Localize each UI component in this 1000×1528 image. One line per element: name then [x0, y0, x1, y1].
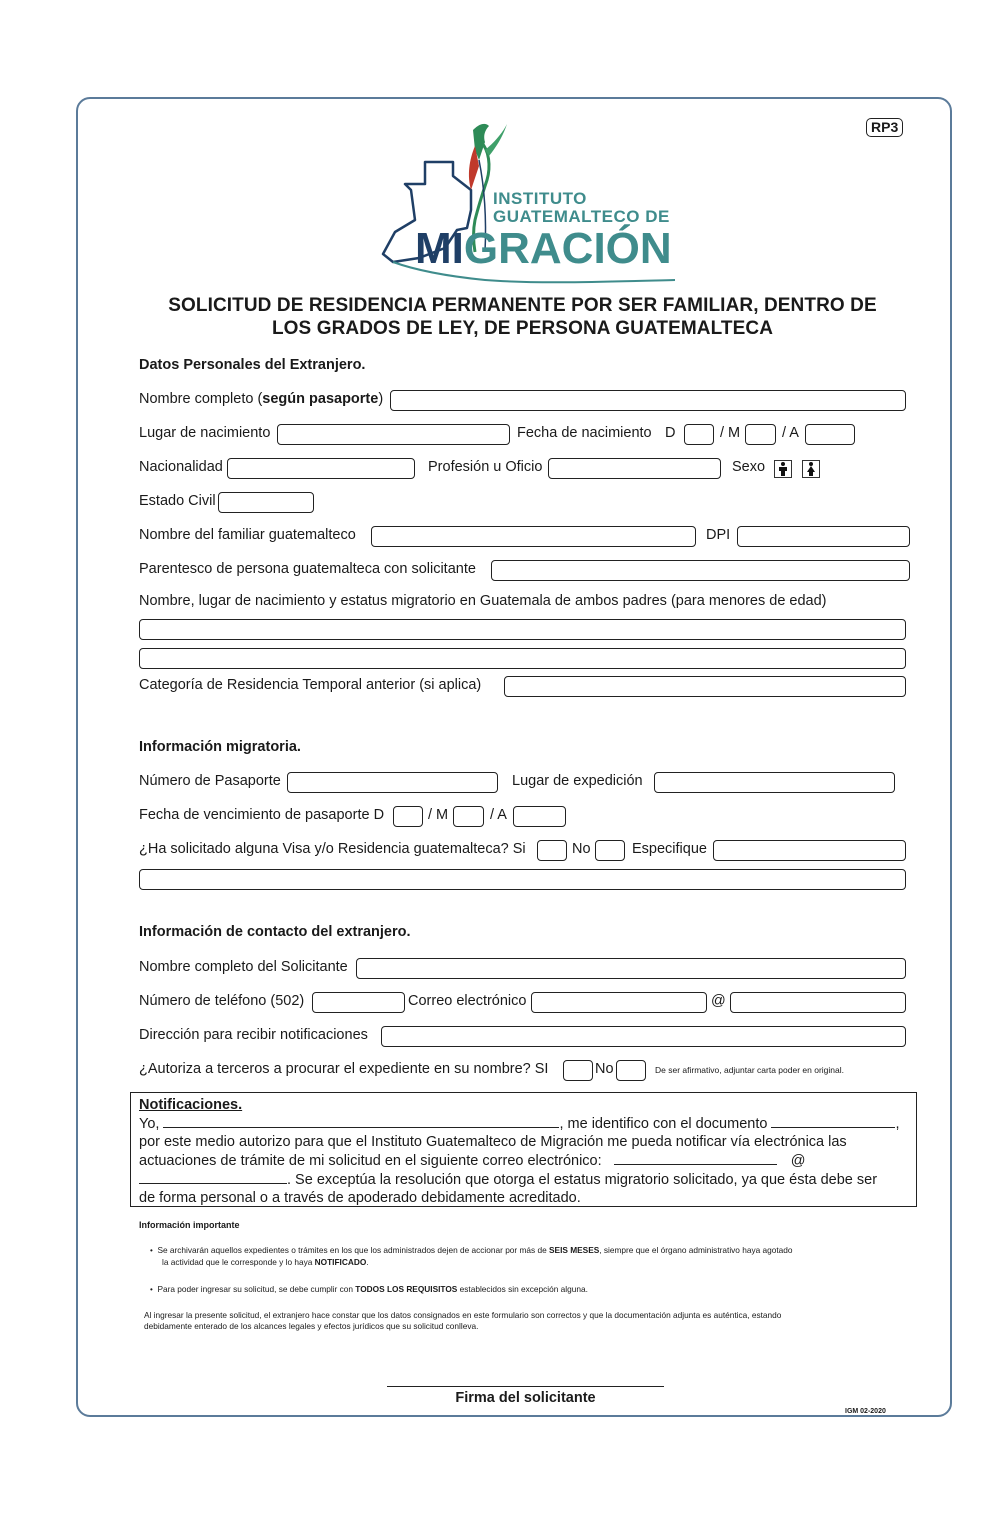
notif-email-domain-blank[interactable]: [139, 1170, 287, 1184]
logo-text-instituto: INSTITUTO: [493, 189, 587, 208]
notif-document-blank[interactable]: [771, 1114, 895, 1128]
birthplace-label: Lugar de nacimiento: [139, 425, 271, 441]
female-icon[interactable]: [802, 460, 820, 478]
phone-field[interactable]: [312, 992, 405, 1013]
profession-field[interactable]: [548, 458, 721, 479]
prev-category-field[interactable]: [504, 676, 906, 697]
specify-label: Especifique: [632, 841, 707, 857]
notifications-content: [139, 1096, 909, 1207]
birthdate-year-label: / A: [782, 425, 799, 441]
visa-yes-checkbox[interactable]: [537, 840, 567, 861]
birthdate-month-label: / M: [720, 425, 741, 441]
important-bullet-2: • Para poder ingresar su solicitud, se debe cumplir con TODOS LOS REQUISITOS establecidos sin excepción alguna.: [150, 1284, 588, 1294]
profession-label: Profesión u Oficio: [428, 459, 543, 475]
important-info-heading: Información importante: [139, 1220, 240, 1230]
birthdate-day-label: D: [665, 425, 676, 441]
passport-number-field[interactable]: [287, 772, 498, 793]
full-name-field[interactable]: [390, 390, 906, 411]
applicant-name-field[interactable]: [356, 958, 906, 979]
birthdate-label: Fecha de nacimiento: [517, 425, 652, 441]
notifications-line-4: . Se exceptúa la resolución que otorga el estatus migratorio solicitado, ya que ésta debe ser: [139, 1170, 909, 1189]
logo-text-migracion: [415, 224, 672, 274]
form-title-line1: SOLICITUD DE RESIDENCIA PERMANENTE POR SER FAMILIAR, DENTRO DE: [168, 295, 877, 316]
form-title: [130, 294, 915, 340]
email-at-sign: @: [711, 993, 726, 1009]
parents-field-2[interactable]: [139, 648, 906, 669]
issue-place-field[interactable]: [654, 772, 895, 793]
notifications-heading: Notificaciones.: [139, 1097, 243, 1113]
kinship-label: Parentesco de persona guatemalteca con solicitante: [139, 561, 476, 577]
address-field[interactable]: [381, 1026, 906, 1047]
notifications-line-5: de forma personal o a través de apoderado debidamente acreditado.: [139, 1190, 581, 1206]
prev-category-label: Categoría de Residencia Temporal anterior (si aplica): [139, 677, 482, 693]
notif-email-user-blank[interactable]: [614, 1151, 777, 1165]
dpi-field[interactable]: [737, 526, 910, 547]
sex-label: Sexo: [732, 459, 766, 475]
visa-question-label: ¿Ha solicitado alguna Visa y/o Residencia guatemalteca? Si: [139, 841, 526, 857]
expiry-year-field[interactable]: [513, 806, 566, 827]
section-contact-heading: Información de contacto del extranjero.: [139, 924, 411, 940]
form-title-line2: LOS GRADOS DE LEY, DE PERSONA GUATEMALTECA: [271, 318, 774, 339]
nationality-label: Nacionalidad: [139, 459, 223, 475]
logo-text-guatemalteco: GUATEMALTECO DE: [493, 207, 670, 226]
parents-field-1[interactable]: [139, 619, 906, 640]
birthdate-day-field[interactable]: [684, 424, 714, 445]
expiry-month-label: / M: [428, 807, 449, 823]
expiry-year-label: / A: [490, 807, 507, 823]
third-party-yes-checkbox[interactable]: [563, 1060, 593, 1081]
applicant-name-label: Nombre completo del Solicitante: [139, 959, 348, 975]
logo-text-mi: MI: [415, 224, 464, 273]
phone-label: Número de teléfono (502): [139, 993, 305, 1009]
email-domain-field[interactable]: [730, 992, 906, 1013]
notifications-line-3: actuaciones de trámite de mi solicitud en el siguiente correo electrónico: @: [139, 1153, 806, 1169]
visa-no-checkbox[interactable]: [595, 840, 625, 861]
third-party-no-checkbox[interactable]: [616, 1060, 646, 1081]
notifications-line-2: por este medio autorizo para que el Instituto Guatemalteco de Migración me pueda notificar vía electrónica las: [139, 1134, 847, 1150]
address-label: Dirección para recibir notificaciones: [139, 1027, 368, 1043]
signature-line[interactable]: [387, 1386, 664, 1387]
expiry-month-field[interactable]: [453, 806, 484, 827]
full-name-label: Nombre completo (según pasaporte): [139, 391, 384, 407]
expiry-day-field[interactable]: [393, 806, 423, 827]
passport-number-label: Número de Pasaporte: [139, 773, 281, 789]
signature-label: Firma del solicitante: [455, 1390, 596, 1406]
visa-no-label: No: [572, 841, 591, 857]
dpi-label: DPI: [706, 527, 731, 543]
kinship-field[interactable]: [491, 560, 910, 581]
email-label: Correo electrónico: [408, 993, 527, 1009]
important-paragraph: Al ingresar la presente solicitud, el extranjero hace constar que los datos consignados en este formulario son correctos y que la documentación adjunta es auténtica, estando debidamente enterado de los alcances legales y efectos jurídicos que su solicitud conlleva.: [144, 1310, 782, 1331]
relative-name-label: Nombre del familiar guatemalteco: [139, 527, 356, 543]
specify-field-continued[interactable]: [139, 869, 906, 890]
male-icon[interactable]: [774, 460, 792, 478]
notif-name-blank[interactable]: [163, 1114, 559, 1128]
third-party-note: De ser afirmativo, adjuntar carta poder en original.: [655, 1065, 844, 1075]
civil-status-field[interactable]: [218, 492, 314, 513]
section-personal-heading: Datos Personales del Extranjero.: [139, 357, 366, 373]
civil-status-label: Estado Civil: [139, 493, 216, 509]
notifications-line-1: Yo, , me identifico con el documento ,: [139, 1116, 900, 1132]
email-user-field[interactable]: [531, 992, 707, 1013]
third-party-label: ¿Autoriza a terceros a procurar el expediente en su nombre? SI: [139, 1061, 549, 1077]
form-code-badge: RP3: [866, 118, 903, 137]
birthdate-year-field[interactable]: [805, 424, 855, 445]
igm-logo: [375, 120, 695, 288]
specify-field[interactable]: [713, 840, 906, 861]
third-party-no-label: No: [595, 1061, 614, 1077]
passport-expiry-label: Fecha de vencimiento de pasaporte D: [139, 807, 385, 823]
important-bullet-1: • Se archivarán aquellos expedientes o trámites en los que los administrados dejen de accionar por más de SEIS MESES, siempre que el órgano administrativo haya agotado la actividad que le corresponde y lo haya NOTIFICADO.: [150, 1245, 793, 1267]
parents-label: Nombre, lugar de nacimiento y estatus migratorio en Guatemala de ambos padres (para menores de edad): [139, 593, 827, 609]
birthdate-month-field[interactable]: [745, 424, 776, 445]
relative-name-field[interactable]: [371, 526, 696, 547]
logo-text-gracion: GRACIÓN: [463, 224, 672, 273]
birthplace-field[interactable]: [277, 424, 510, 445]
form-version: IGM 02-2020: [845, 1408, 886, 1415]
section-migration-heading: Información migratoria.: [139, 739, 301, 755]
issue-place-label: Lugar de expedición: [512, 773, 643, 789]
nationality-field[interactable]: [227, 458, 415, 479]
